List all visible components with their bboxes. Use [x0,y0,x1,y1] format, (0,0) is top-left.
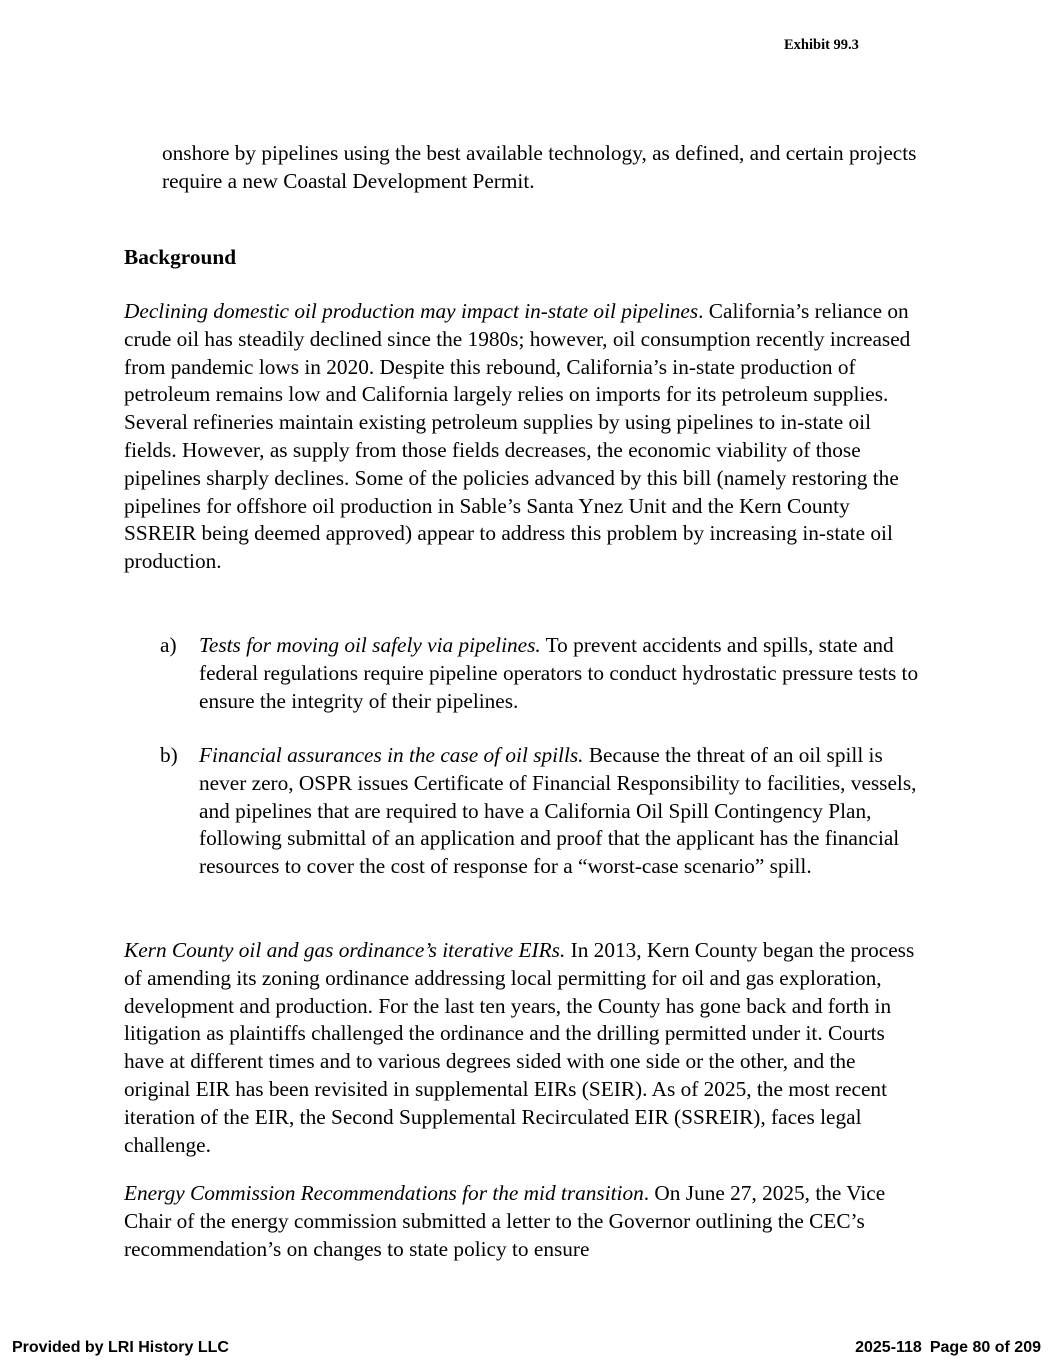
list-item-a [160,632,920,715]
list-item-lead: Tests for moving oil safely via pipelines. [199,633,541,657]
footer-page-label: Page 80 of 209 [929,1339,1041,1356]
section-heading: Background [124,245,237,269]
paragraph-body: In 2013, Kern County began the process of amending its zoning ordinance addressing local permitting for oil and gas exploration, development and production. For the last ten years, the County has gone back and forth in litigation as plaintiffs challenged the ordinance and the drilling permitted under it. Courts have at different times and to various degrees sided with one side or the other, and the original EIR has been revisited in supplemental EIRs (SEIR). As of 2025, the most recent iteration of the EIR, the Second Supplemental Recirculated EIR (SSREIR), faces legal challenge. [124,938,915,1157]
paragraph-lead: Declining domestic oil production may impact in-state oil pipelines [124,299,699,323]
paragraph-kern-county [124,937,924,1159]
footer-doc-id: 2025-118 [855,1339,922,1356]
list-item-b [160,742,920,881]
paragraph-lead: Energy Commission Recommendations for the mid transition [124,1181,644,1205]
list-item-body: To prevent accidents and spills, state and federal regulations require pipeline operators to conduct hydrostatic pressure tests to ensure the integrity of their pipelines. [199,633,919,713]
intro-paragraph: onshore by pipelines using the best available technology, as defined, and certain projects require a new Coastal Development Permit. [162,141,917,193]
paragraph-declining-production [124,298,924,576]
paragraph-body: . On June 27, 2025, the Vice Chair of the energy commission submitted a letter to the Governor outlining the CEC’s recommendation’s on changes to state policy to ensure [124,1181,886,1261]
exhibit-label: Exhibit 99.3 [784,37,859,53]
list-item-content [160,632,920,715]
list-item-body: Because the threat of an oil spill is never zero, OSPR issues Certificate of Financial Responsibility to facilities, vessels, and pipelines that are required to have a California Oil Spill Contingency Plan, following submittal of an application and proof that the applicant has the financial resources to cover the cost of response for a “worst-case scenario” spill. [199,743,917,879]
list-item-content [160,742,920,881]
list-marker: a) [160,633,177,657]
paragraph-body: . California’s reliance on crude oil has steadily declined since the 1980s; however, oil consumption recently increased from pandemic lows in 2020. Despite this rebound, California’s in-state production of petroleum remains low and California largely relies on imports for its petroleum supplies. Several refineries maintain existing petroleum supplies by using pipelines to in-state oil fields. However, as supply from those fields decreases, the economic viability of those pipelines sharply declines. Some of the policies advanced by this bill (namely restoring the pipelines for offshore oil production in Sable’s Santa Ynez Unit and the Kern County SSREIR being deemed approved) appear to address this problem by increasing in-state oil production. [124,299,911,574]
list-marker: b) [160,743,178,767]
list-item-lead: Financial assurances in the case of oil spills. [199,743,584,767]
footer-provider: Provided by LRI History LLC [12,1339,229,1356]
paragraph-energy-commission [124,1180,924,1263]
paragraph-lead: Kern County oil and gas ordinance’s iterative EIRs. [124,938,566,962]
footer-page-info [855,1339,1041,1357]
